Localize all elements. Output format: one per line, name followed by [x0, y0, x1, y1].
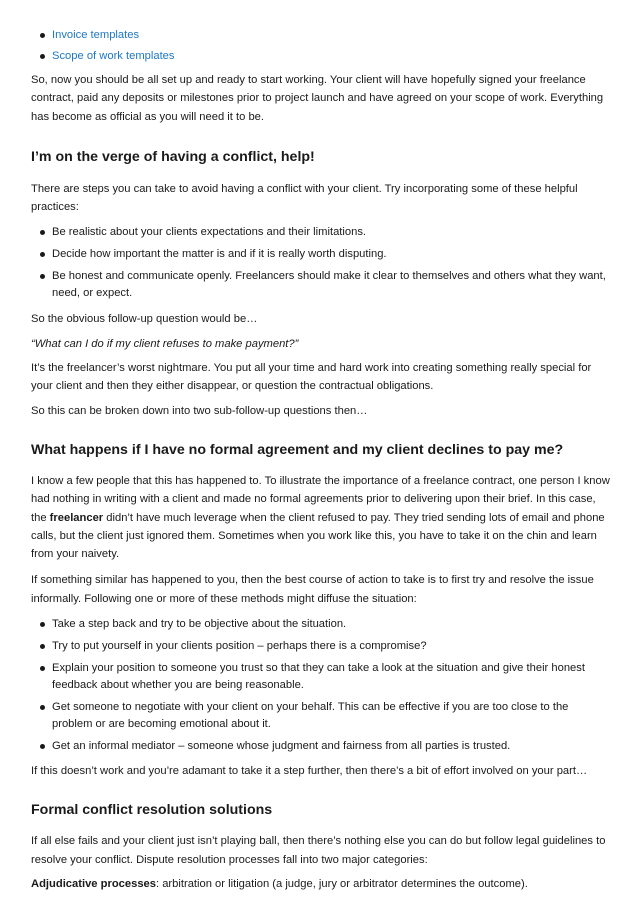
list-item: [31, 48, 611, 65]
section-heading-conflict: I’m on the verge of having a conflict, help!: [31, 148, 315, 165]
section-heading-formal-resolution: Formal conflict resolution solutions: [31, 802, 273, 819]
intro-paragraph: So, now you should be all set up and ready to start working. Your client will have hopefully signed your freelance contract, paid any deposits or milestones prior to project launch and have agreed on your scope of work. Everything has become as official as you will need it to be.: [31, 74, 604, 123]
document-page: [31, 27, 611, 893]
scope-of-work-templates-link[interactable]: Scope of work templates: [52, 50, 175, 62]
adjudicative-label: Adjudicative processes: [31, 877, 156, 890]
freelancer-bold: freelancer: [49, 511, 104, 524]
adjudicative-paragraph: Adjudicative processes: arbitration or litigation (a judge, jury or arbitrator determines the outcome).: [31, 877, 528, 890]
nightmare-paragraph: It’s the freelancer’s worst nightmare. You put all your time and hard work into creating something really special for your client and then they either disappear, or question the contractual obligations.: [31, 362, 592, 393]
list-item: Be honest and communicate openly. Freelancers should make it clear to themselves and others what they want, need, or expect.: [31, 268, 611, 302]
payment-question-quote: “What can I do if my client refuses to make payment?”: [31, 337, 299, 350]
list-item: Get an informal mediator – someone whose judgment and fairness from all parties is trusted.: [31, 738, 611, 755]
list-item: Try to put yourself in your clients position – perhaps there is a compromise?: [31, 638, 611, 655]
list-item: [31, 27, 611, 44]
followup-paragraph: So the obvious follow-up question would be…: [31, 313, 258, 326]
section-heading-no-agreement: What happens if I have no formal agreement and my client declines to pay me?: [31, 441, 564, 458]
list-item: Explain your position to someone you trust so that they can take a look at the situation and give their honest feedback about whether you are being reasonable.: [31, 660, 611, 694]
conflict-lead-paragraph: There are steps you can take to avoid having a conflict with your client. Try incorporating some of these helpful practices:: [31, 182, 578, 214]
list-item: Decide how important the matter is and if it is really worth disputing.: [31, 246, 611, 263]
informal-methods-list: [31, 616, 611, 755]
list-item: Be realistic about your clients expectations and their limitations.: [31, 224, 611, 241]
advice-paragraph: If something similar has happened to you, then the best course of action to take is to first try and resolve the issue informally. Following one or more of these methods might diffuse the situation:: [31, 574, 594, 605]
formal-lead-paragraph: If all else fails and your client just isn’t playing ball, then there’s nothing else you can do but follow legal guidelines to resolve your conflict. Dispute resolution processes fall into two major categories:: [31, 835, 606, 866]
invoice-templates-link[interactable]: Invoice templates: [52, 29, 140, 41]
list-item: Take a step back and try to be objective about the situation.: [31, 616, 611, 633]
story-paragraph: I know a few people that this has happened to. To illustrate the importance of a freelance contract, one person I know had nothing in writing with a client and made no formal agreements prior to delivering upon their brief. In this case, the freelancer didn’t have much leverage when the client refused to pay. They tried sending lots of email and phone calls, but the client just ignored them. Sometimes when you work like this, you have to take it on the chin and learn from your naivety.: [31, 474, 610, 561]
conflict-tips-list: [31, 224, 611, 302]
list-item: Get someone to negotiate with your client on your behalf. This can be effective if you are too close to the problem or are becoming emotional about it.: [31, 699, 611, 733]
closing-paragraph: If this doesn’t work and you’re adamant to take it a step further, then there’s a bit of effort involved on your part…: [31, 765, 588, 778]
breakdown-paragraph: So this can be broken down into two sub-follow-up questions then…: [31, 404, 368, 417]
resource-link-list: [31, 27, 611, 65]
